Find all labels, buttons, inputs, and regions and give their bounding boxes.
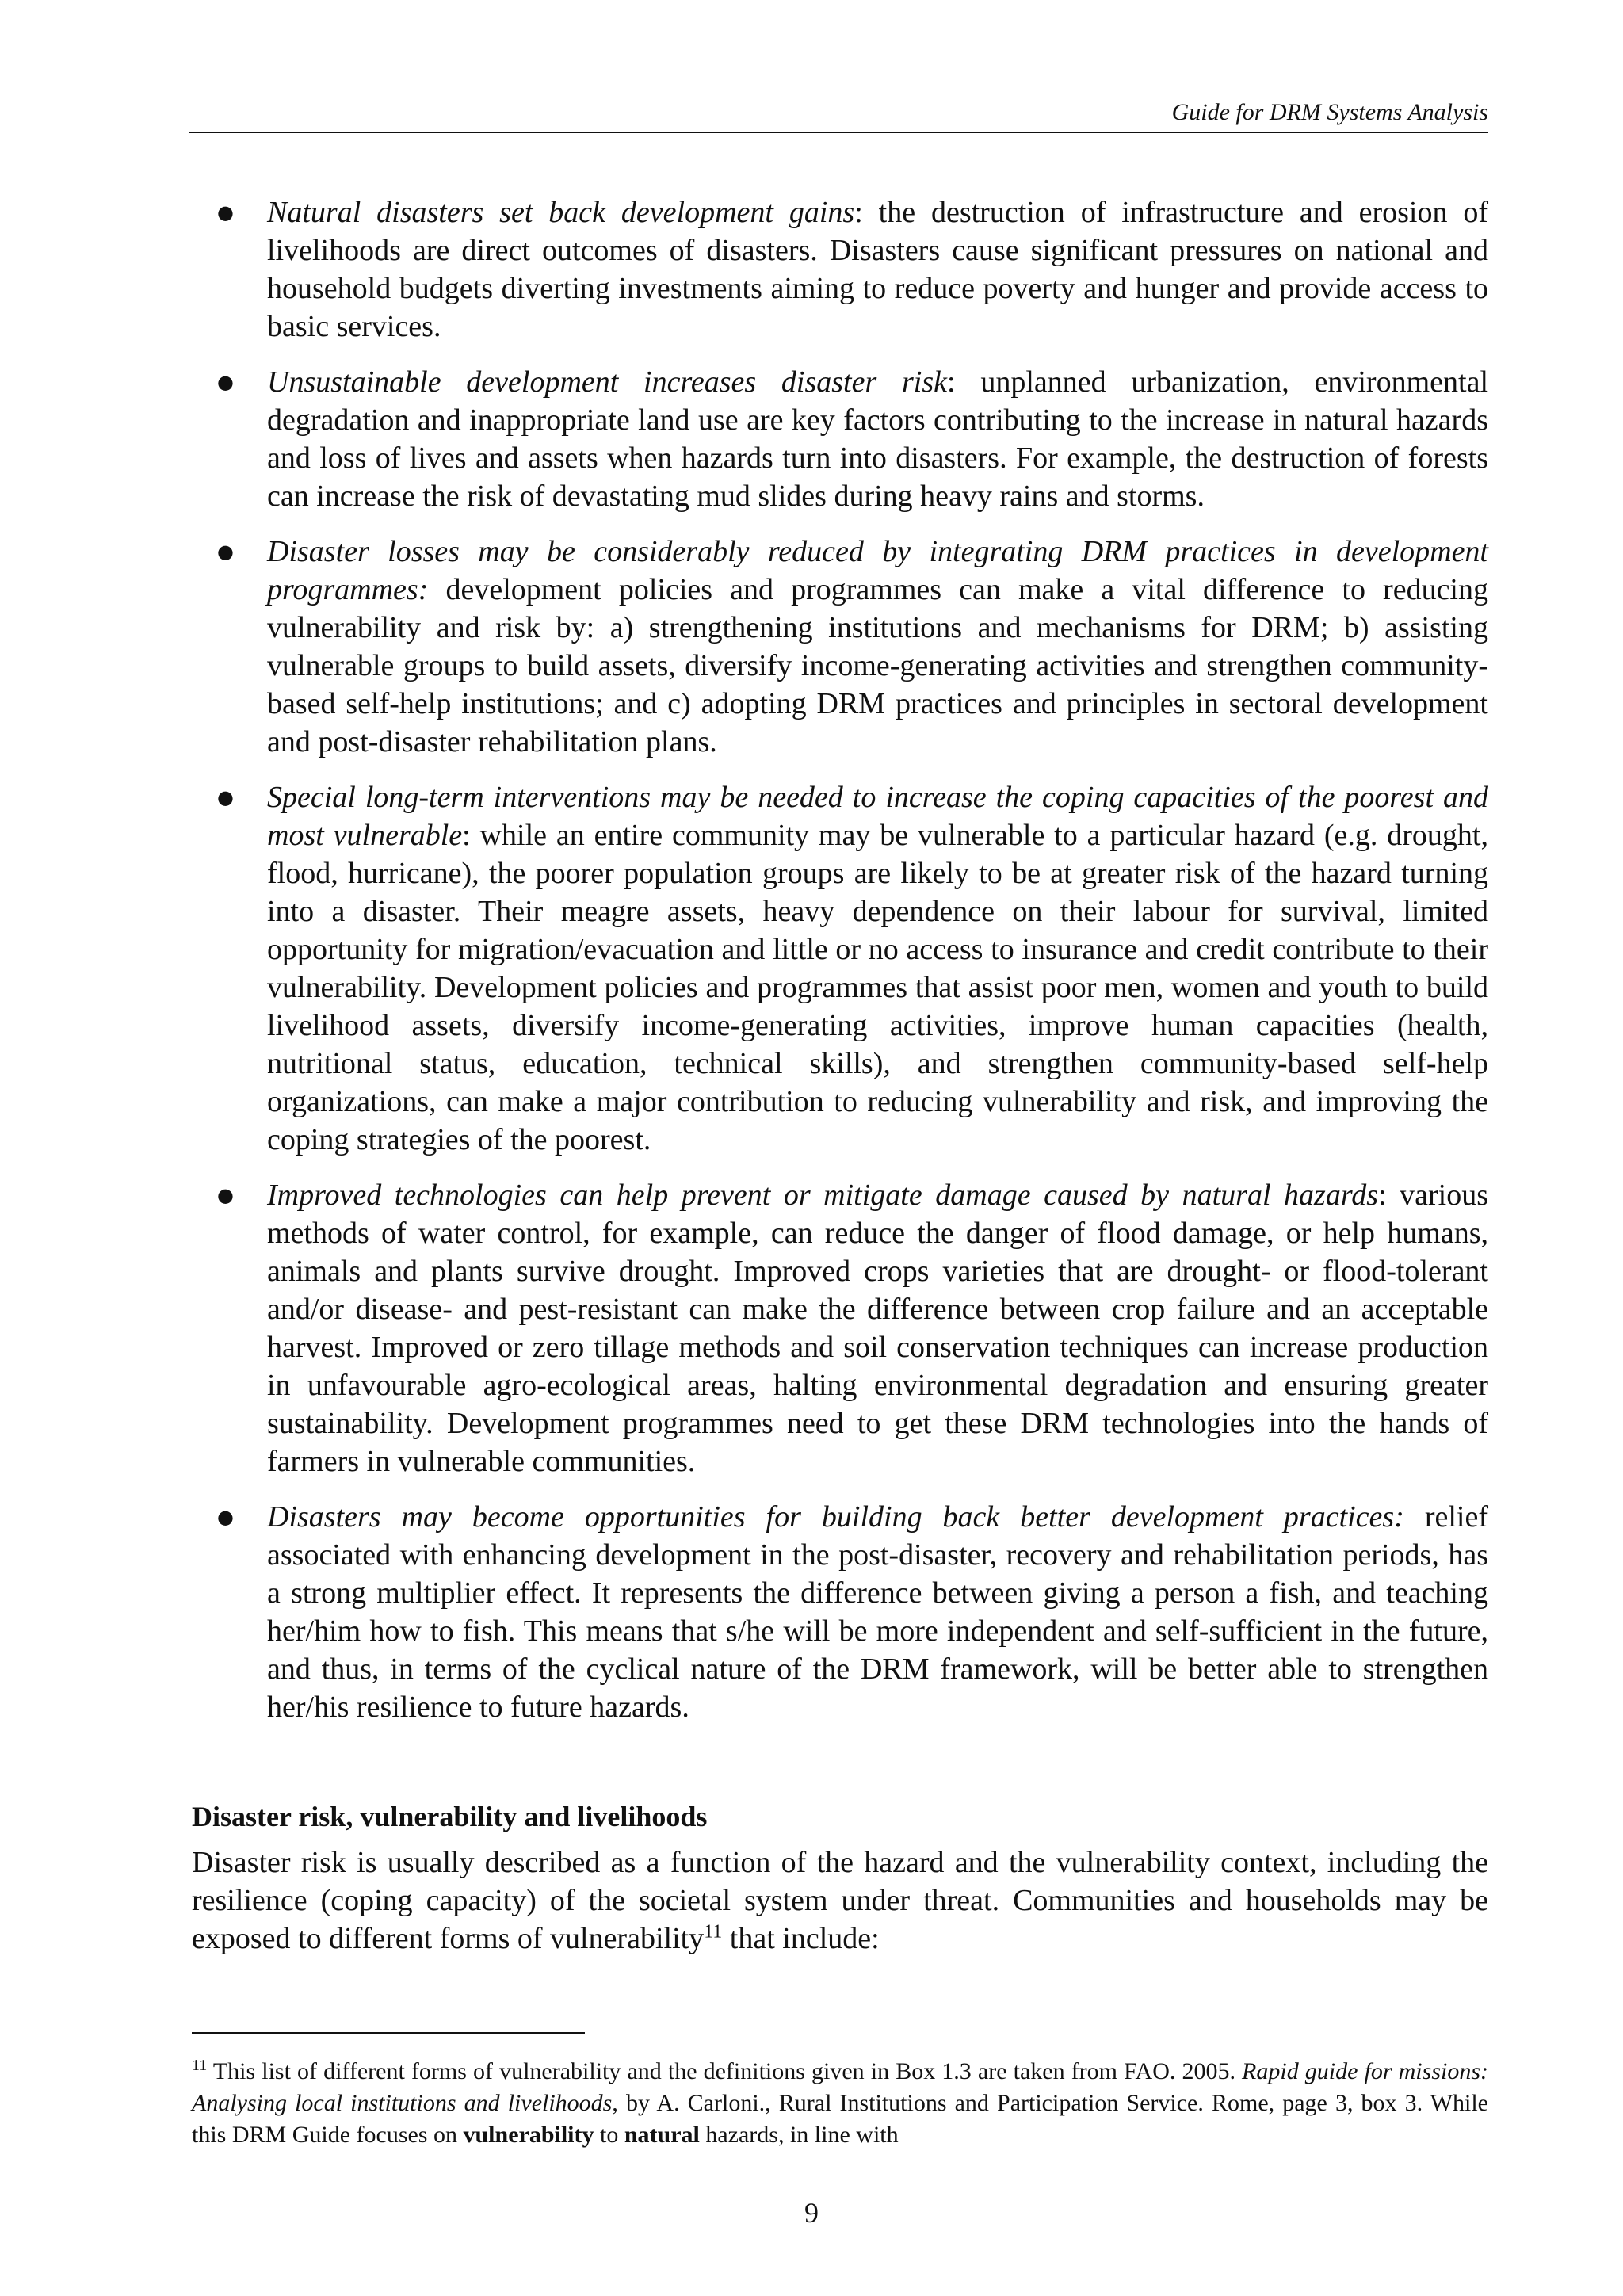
bullet-item (190, 1176, 1488, 1480)
bullet-lead: Natural disasters set back development gains (267, 196, 855, 229)
bullet-text (267, 363, 1488, 515)
footnote-text: This list of different forms of vulnerability and the definitions given in Box 1.3 are taken from FAO. 2005. (207, 2058, 1243, 2084)
body-paragraph (192, 1843, 1488, 1958)
bullet-list (190, 193, 1488, 1744)
bullet-body: : various methods of water control, for example, can reduce the danger of flood damage, or help humans, animals and plants survive drought. Improved crops varieties that are drought- or flood-tolerant and/or disease- and pest-resistant can make the difference between crop failure and an acceptable harvest. Improved or zero tillage methods and soil conservation techniques can increase production in unfavourable agro-ecological areas, halting environmental degradation and ensuring greater sustainability. Development programmes need to get these DRM technologies into the hands of farmers in vulnerable communities. (267, 1179, 1488, 1478)
bullet-dot-icon: ● (217, 786, 234, 808)
section-heading: Disaster risk, vulnerability and livelihoods (192, 1801, 708, 1832)
bullet-lead: Improved technologies can help prevent or mitigate damage caused by natural hazards (267, 1179, 1379, 1212)
bullet-item (190, 363, 1488, 515)
bullet-text (267, 1176, 1488, 1480)
bullet-dot-icon: ● (217, 1506, 234, 1528)
footnote-citation-title: Rapid guide for missions: Analysing local institutions and livelihoods (192, 2058, 1488, 2116)
bullet-body: : unplanned urbanization, environmental degradation and inappropriate land use are key factors contributing to the increase in natural hazards and loss of lives and assets when hazards turn into disasters. For example, the destruction of forests can increase the risk of devastating mud slides during heavy rains and storms. (267, 365, 1488, 513)
header-rule (189, 132, 1488, 133)
bullet-dot-icon: ● (217, 201, 234, 223)
bullet-text (267, 1498, 1488, 1726)
bullet-lead: Disasters may become opportunities for building back better development practices: (267, 1500, 1404, 1534)
bullet-lead: Disaster losses may be considerably reduced by integrating DRM practices in development programmes: (267, 535, 1488, 606)
bullet-body: relief associated with enhancing development in the post-disaster, recovery and rehabilitation periods, has a strong multiplier effect. It represents the difference between giving a person a fish, and teaching her/him how to fish. This means that s/he will be more independent and self-sufficient in the future, and thus, in terms of the cyclical nature of the DRM framework, will be better able to strengthen her/his resilience to future hazards. (267, 1500, 1489, 1724)
bullet-dot-icon: ● (217, 1184, 234, 1206)
bullet-lead: Unsustainable development increases disaster risk (267, 365, 948, 399)
page-number: 9 (804, 2197, 819, 2229)
bullet-item (190, 1498, 1488, 1726)
footnote-emphasis: natural (624, 2122, 700, 2148)
body-text-end: that include: (722, 1922, 880, 1955)
bullet-item (190, 533, 1488, 761)
bullet-body: : the destruction of infrastructure and erosion of livelihoods are direct outcomes of disasters. Disasters cause significant pressures on national and household budgets diverting investments aiming to reduce poverty and hunger and provide access to basic services. (267, 196, 1489, 343)
bullet-body: development policies and programmes can make a vital difference to reducing vulnerability and risk by: a) strengthening institutions and mechanisms for DRM; b) assisting vulnerable groups to build assets, diversify income-generating activities and strengthen community-based self-help institutions; and c) adopting DRM practices and principles in sectoral development and post-disaster rehabilitation plans. (267, 573, 1488, 758)
bullet-text (267, 533, 1488, 761)
footnote-rule (192, 2032, 585, 2034)
bullet-item (190, 778, 1488, 1159)
footnote-text: , by A. Carloni., Rural Institutions and Participation Service. Rome, page 3, box 3. While this DRM Guide focuses on (192, 2090, 1489, 2148)
footnote (192, 2056, 1488, 2151)
footnote-text: hazards, in line with (699, 2122, 899, 2148)
bullet-dot-icon: ● (217, 371, 234, 393)
running-header: Guide for DRM Systems Analysis (1171, 99, 1488, 125)
bullet-text (267, 193, 1488, 346)
bullet-body: : while an entire community may be vulnerable to a particular hazard (e.g. drought, flood, hurricane), the poorer population groups are likely to be at greater risk of the hazard turning into a disaster. Their meagre assets, heavy dependence on their labour for survival, limited opportunity for migration/evacuation and little or no access to insurance and credit contribute to their vulnerability. Development policies and programmes that assist poor men, women and youth to build livelihood assets, diversify income-generating activities, improve human capacities (health, nutritional status, education, technical skills), and strengthen community-based self-help organizations, can make a major contribution to reducing vulnerability and risk, and improving the coping strategies of the poorest. (267, 819, 1488, 1156)
body-text: Disaster risk is usually described as a function of the hazard and the vulnerability context, including the resilience (coping capacity) of the societal system under threat. Communities and households may be exposed to different forms of vulnerability (192, 1846, 1488, 1955)
bullet-dot-icon: ● (217, 541, 234, 563)
bullet-lead: Special long-term interventions may be needed to increase the coping capacities of the poorest and most vulnerable (267, 781, 1488, 852)
bullet-item (190, 193, 1488, 346)
footnote-ref-link[interactable]: 11 (704, 1921, 723, 1943)
footnote-emphasis: vulnerability (463, 2122, 594, 2148)
footnote-text: to (594, 2122, 624, 2148)
bullet-text (267, 778, 1488, 1159)
footnote-number: 11 (192, 2057, 208, 2074)
